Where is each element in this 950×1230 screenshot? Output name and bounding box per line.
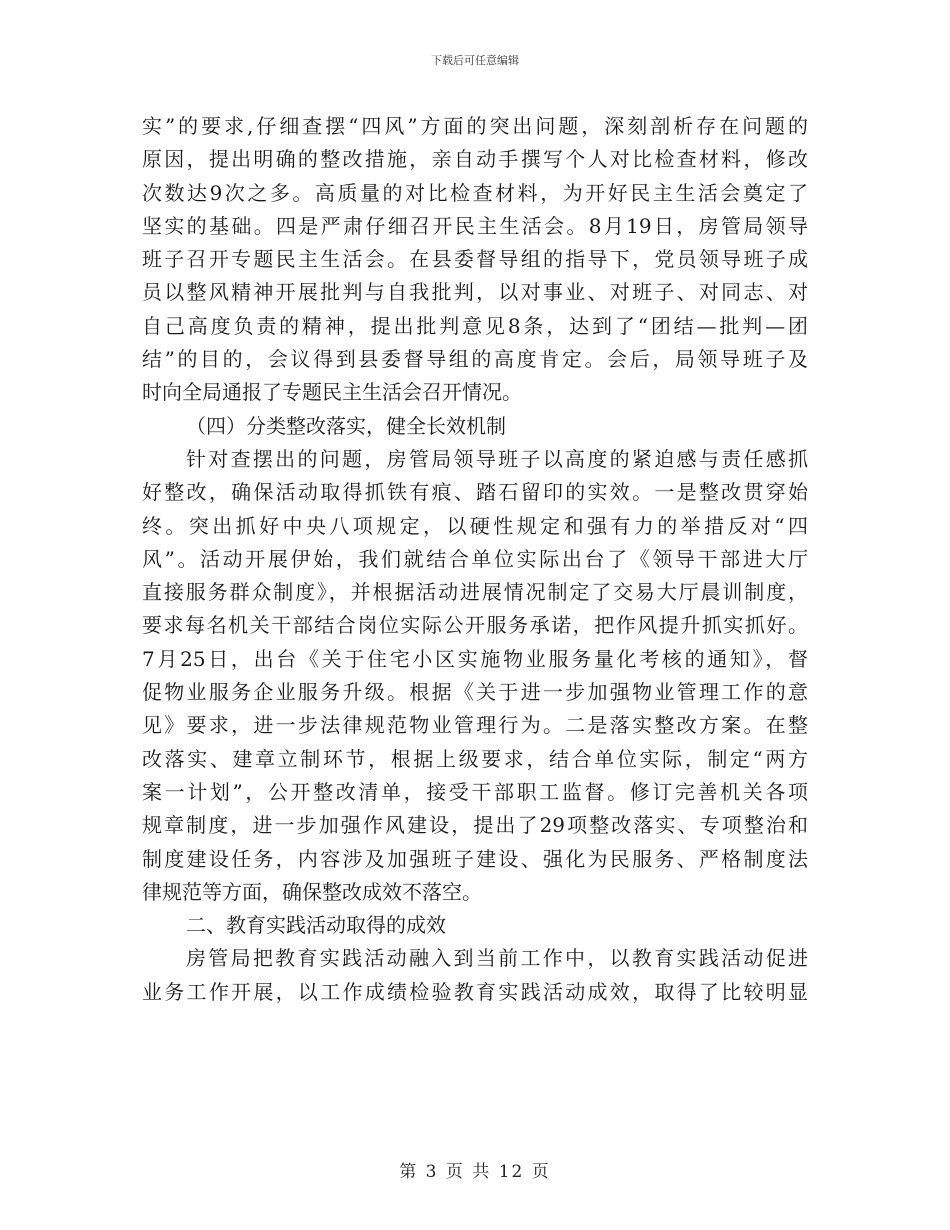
section-heading: 二、教育实践活动取得的成效 xyxy=(186,913,446,938)
text-line: 实”的要求,仔细查摆“四风”方面的突出问题，深刻剖析存在问题的 xyxy=(142,114,808,138)
text-line: 坚实的基础。四是严肃仔细召开民主生活会。8月19日，房管局领导 xyxy=(142,213,808,238)
text-line: 好整改，确保活动取得抓铁有痕、踏石留印的实效。一是整改贯穿始 xyxy=(142,480,808,505)
document-body xyxy=(142,110,808,1009)
text-line: 案一计划”，公开整改清单，接受干部职工监督。修订完善机关各项 xyxy=(142,779,808,804)
text-line: 业务工作开展，以工作成绩检验教育实践活动成效，取得了比较明显 xyxy=(142,979,808,1004)
paragraph-first-line: 房管局把教育实践活动融入到当前工作中，以教育实践活动促进 xyxy=(186,946,808,971)
page-header: 下载后可任意编辑 xyxy=(431,54,519,67)
text-line: 7月25日，出台《关于住宅小区实施物业服务量化考核的通知》，督 xyxy=(142,646,808,671)
section-heading: （四）分类整改落实，健全长效机制 xyxy=(186,413,506,438)
text-line: 自己高度负责的精神，提出批判意见8条，达到了“团结—批判—团 xyxy=(142,313,808,338)
text-line: 班子召开专题民主生活会。在县委督导组的指导下，党员领导班子成 xyxy=(142,247,808,272)
text-line: 规章制度，进一步加强作风建设，提出了29项整改落实、专项整治和 xyxy=(142,813,808,838)
text-line: 员以整风精神开展批判与自我批判，以对事业、对班子、对同志、对 xyxy=(142,280,808,305)
text-line: 结”的目的，会议得到县委督导组的高度肯定。会后，局领导班子及 xyxy=(142,347,808,372)
text-line: 改落实、建章立制环节，根据上级要求，结合单位实际，制定“两方 xyxy=(142,746,808,771)
text-line: 原因，提出明确的整改措施，亲自动手撰写个人对比检查材料，修改 xyxy=(142,147,808,172)
text-line: 终。突出抓好中央八项规定，以硬性规定和强有力的举措反对“四 xyxy=(142,513,808,538)
text-line: 促物业服务企业服务升级。根据《关于进一步加强物业管理工作的意 xyxy=(142,680,808,705)
paragraph-first-line: 针对查摆出的问题，房管局领导班子以高度的紧迫感与责任感抓 xyxy=(186,446,808,471)
text-line: 制度建设任务，内容涉及加强班子建设、强化为民服务、严格制度法 xyxy=(142,846,808,871)
paragraph-last-line: 律规范等方面，确保整改成效不落空。 xyxy=(142,879,482,904)
page-footer: 第 3 页 共 12 页 xyxy=(399,1162,551,1182)
text-line: 次数达9次之多。高质量的对比检查材料，为开好民主生活会奠定了 xyxy=(142,180,808,205)
text-line: 直接服务群众制度》，并根据活动进展情况制定了交易大厅晨训制度， xyxy=(142,580,808,605)
text-line: 要求每名机关干部结合岗位实际公开服务承诺，把作风提升抓实抓好。 xyxy=(142,613,808,638)
text-line: 风”。活动开展伊始，我们就结合单位实际出台了《领导干部进大厅 xyxy=(142,546,808,571)
paragraph-last-line: 时向全局通报了专题民主生活会召开情况。 xyxy=(142,380,522,405)
text-line: 见》要求，进一步法律规范物业管理行为。二是落实整改方案。在整 xyxy=(142,713,808,738)
